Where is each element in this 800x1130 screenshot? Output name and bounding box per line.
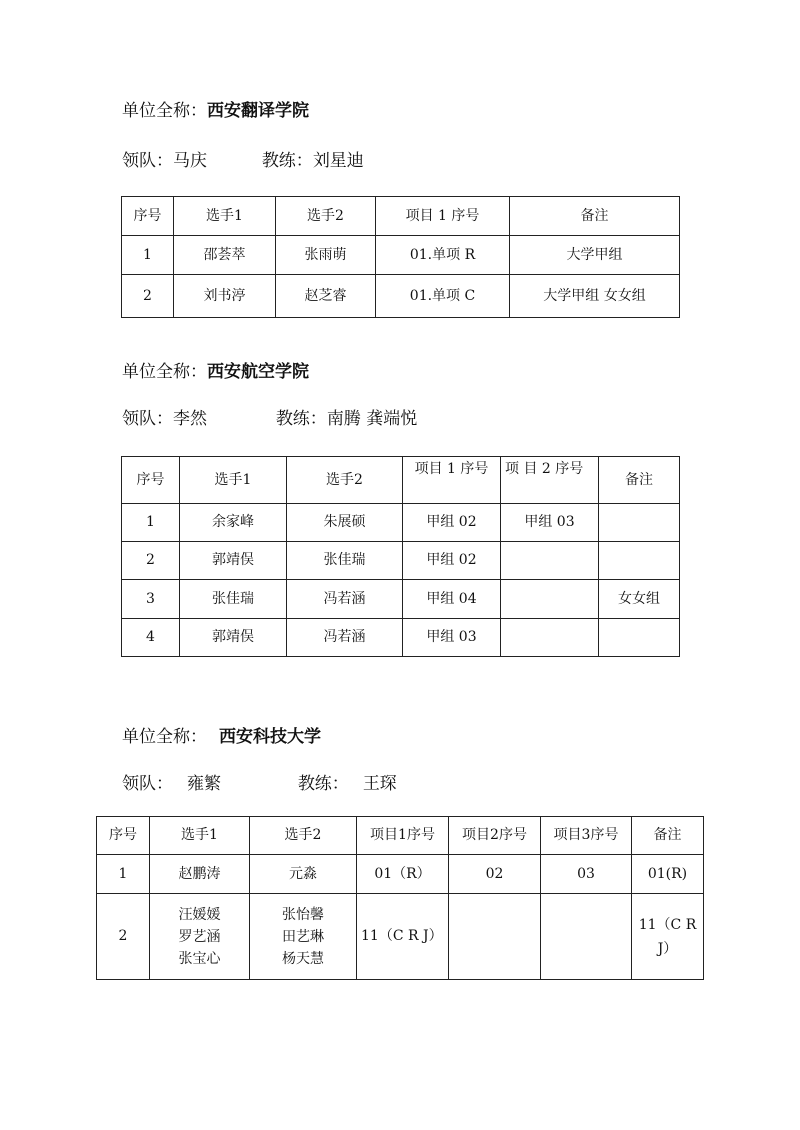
header-cell: 备注 (632, 817, 704, 855)
table-cell: 02 (449, 855, 541, 894)
leader-name: 李然 (173, 409, 207, 429)
leader-label: 领队： (122, 409, 173, 429)
table-cell: 冯若涵 (287, 619, 403, 657)
table-cell: 2 (122, 542, 180, 580)
table-cell: 女女组 (599, 580, 680, 619)
table-cell: 4 (122, 619, 180, 657)
table-cell (599, 542, 680, 580)
player-name: 田艺琳 (282, 928, 324, 945)
table-cell: 1 (97, 855, 150, 894)
header-cell: 选手1 (180, 457, 287, 504)
coach-label: 教练： (297, 774, 349, 794)
table-header-row (122, 197, 680, 236)
coach-name: 南腾 龚端悦 (326, 409, 418, 429)
table-cell (599, 504, 680, 542)
table-row (97, 894, 704, 980)
table-cell: 大学甲组 (510, 236, 680, 275)
table-row (122, 236, 680, 275)
table-cell (501, 542, 599, 580)
table-cell (599, 619, 680, 657)
table-cell: 11（C R J） (357, 894, 449, 980)
header-cell: 选手2 (287, 457, 403, 504)
table-cell (501, 619, 599, 657)
table-cell: 张佳瑞 (180, 580, 287, 619)
table-cell: 元淼 (250, 855, 357, 894)
table-cell: 刘书渟 (174, 275, 276, 318)
header-cell: 项目 1 序号 (403, 457, 501, 504)
header-cell: 序号 (97, 817, 150, 855)
table-cell: 甲组 03 (501, 504, 599, 542)
table-cell: 甲组 02 (403, 504, 501, 542)
player-name: 张宝心 (178, 950, 221, 967)
table-row (122, 504, 680, 542)
table-row (122, 619, 680, 657)
leader-label: 领队： (122, 151, 173, 171)
table-cell: 郭靖俣 (180, 619, 287, 657)
unit-label: 单位全称： (122, 101, 207, 121)
table-cell (250, 894, 357, 980)
staff-line-2 (122, 404, 417, 429)
table-cell (501, 580, 599, 619)
header-cell: 备注 (599, 457, 680, 504)
unit-name: 西安翻译学院 (207, 101, 309, 121)
unit-line-2 (122, 357, 309, 382)
table-cell: 1 (122, 236, 174, 275)
header-cell: 序号 (122, 457, 180, 504)
leader-name: 雍繁 (187, 774, 221, 794)
table-cell (449, 894, 541, 980)
table-cell: 赵鹏涛 (150, 855, 250, 894)
unit-name: 西安航空学院 (207, 362, 309, 382)
table-cell: 冯若涵 (287, 580, 403, 619)
header-cell: 选手2 (250, 817, 357, 855)
table-cell: 朱展硕 (287, 504, 403, 542)
header-cell: 选手1 (150, 817, 250, 855)
header-cell: 项目2序号 (449, 817, 541, 855)
leader-label: 领队： (122, 774, 173, 794)
table-cell: 甲组 04 (403, 580, 501, 619)
coach-label: 教练： (261, 151, 313, 171)
coach-label: 教练： (275, 409, 327, 429)
table-cell: 余家峰 (180, 504, 287, 542)
table-cell: 大学甲组 女女组 (510, 275, 680, 318)
header-cell: 项目3序号 (541, 817, 632, 855)
table-cell: 01.单项 C (376, 275, 510, 318)
coach-name: 刘星迪 (312, 151, 364, 171)
header-cell: 备注 (510, 197, 680, 236)
unit-label: 单位全称： (122, 727, 207, 747)
table-cell: 甲组 02 (403, 542, 501, 580)
header-cell: 选手2 (276, 197, 376, 236)
table-cell: 郭靖俣 (180, 542, 287, 580)
staff-line-1 (122, 146, 364, 171)
coach-name: 王琛 (362, 774, 397, 794)
table-cell (541, 894, 632, 980)
table-cell: 01（R） (357, 855, 449, 894)
header-cell: 项目1序号 (357, 817, 449, 855)
table-cell: 1 (122, 504, 180, 542)
roster-table-3 (96, 816, 704, 980)
roster-table-1 (121, 196, 680, 318)
table-row (97, 855, 704, 894)
table-cell: 张雨萌 (276, 236, 376, 275)
table-row (122, 580, 680, 619)
header-cell: 项 目 2 序号 (501, 457, 599, 504)
header-cell: 选手1 (174, 197, 276, 236)
table-cell: 邵荟萃 (174, 236, 276, 275)
table-cell (150, 894, 250, 980)
staff-line-3 (122, 769, 397, 794)
table-cell: 甲组 03 (403, 619, 501, 657)
table-row (122, 275, 680, 318)
table-cell: 赵芝睿 (276, 275, 376, 318)
roster-table-2 (121, 456, 680, 657)
table-cell: 3 (122, 580, 180, 619)
table-row (122, 542, 680, 580)
unit-line-1 (122, 96, 309, 121)
header-cell: 项目 1 序号 (376, 197, 510, 236)
table-cell: 01.单项 R (376, 236, 510, 275)
table-header-row (122, 457, 680, 504)
player-name: 罗艺涵 (178, 928, 221, 945)
table-header-row (97, 817, 704, 855)
table-cell: 张佳瑞 (287, 542, 403, 580)
table-cell: 2 (122, 275, 174, 318)
player-name: 杨天慧 (282, 950, 324, 967)
table-cell: 01(R) (632, 855, 704, 894)
table-cell: 03 (541, 855, 632, 894)
player-name: 汪媛媛 (178, 906, 221, 923)
unit-label: 单位全称： (122, 362, 207, 382)
header-cell: 序号 (122, 197, 174, 236)
table-cell: 2 (97, 894, 150, 980)
player-name: 张怡馨 (282, 906, 324, 923)
table-cell: 11（C R J） (632, 894, 704, 980)
unit-line-3 (122, 722, 321, 747)
unit-name: 西安科技大学 (219, 727, 321, 747)
leader-name: 马庆 (173, 151, 207, 171)
